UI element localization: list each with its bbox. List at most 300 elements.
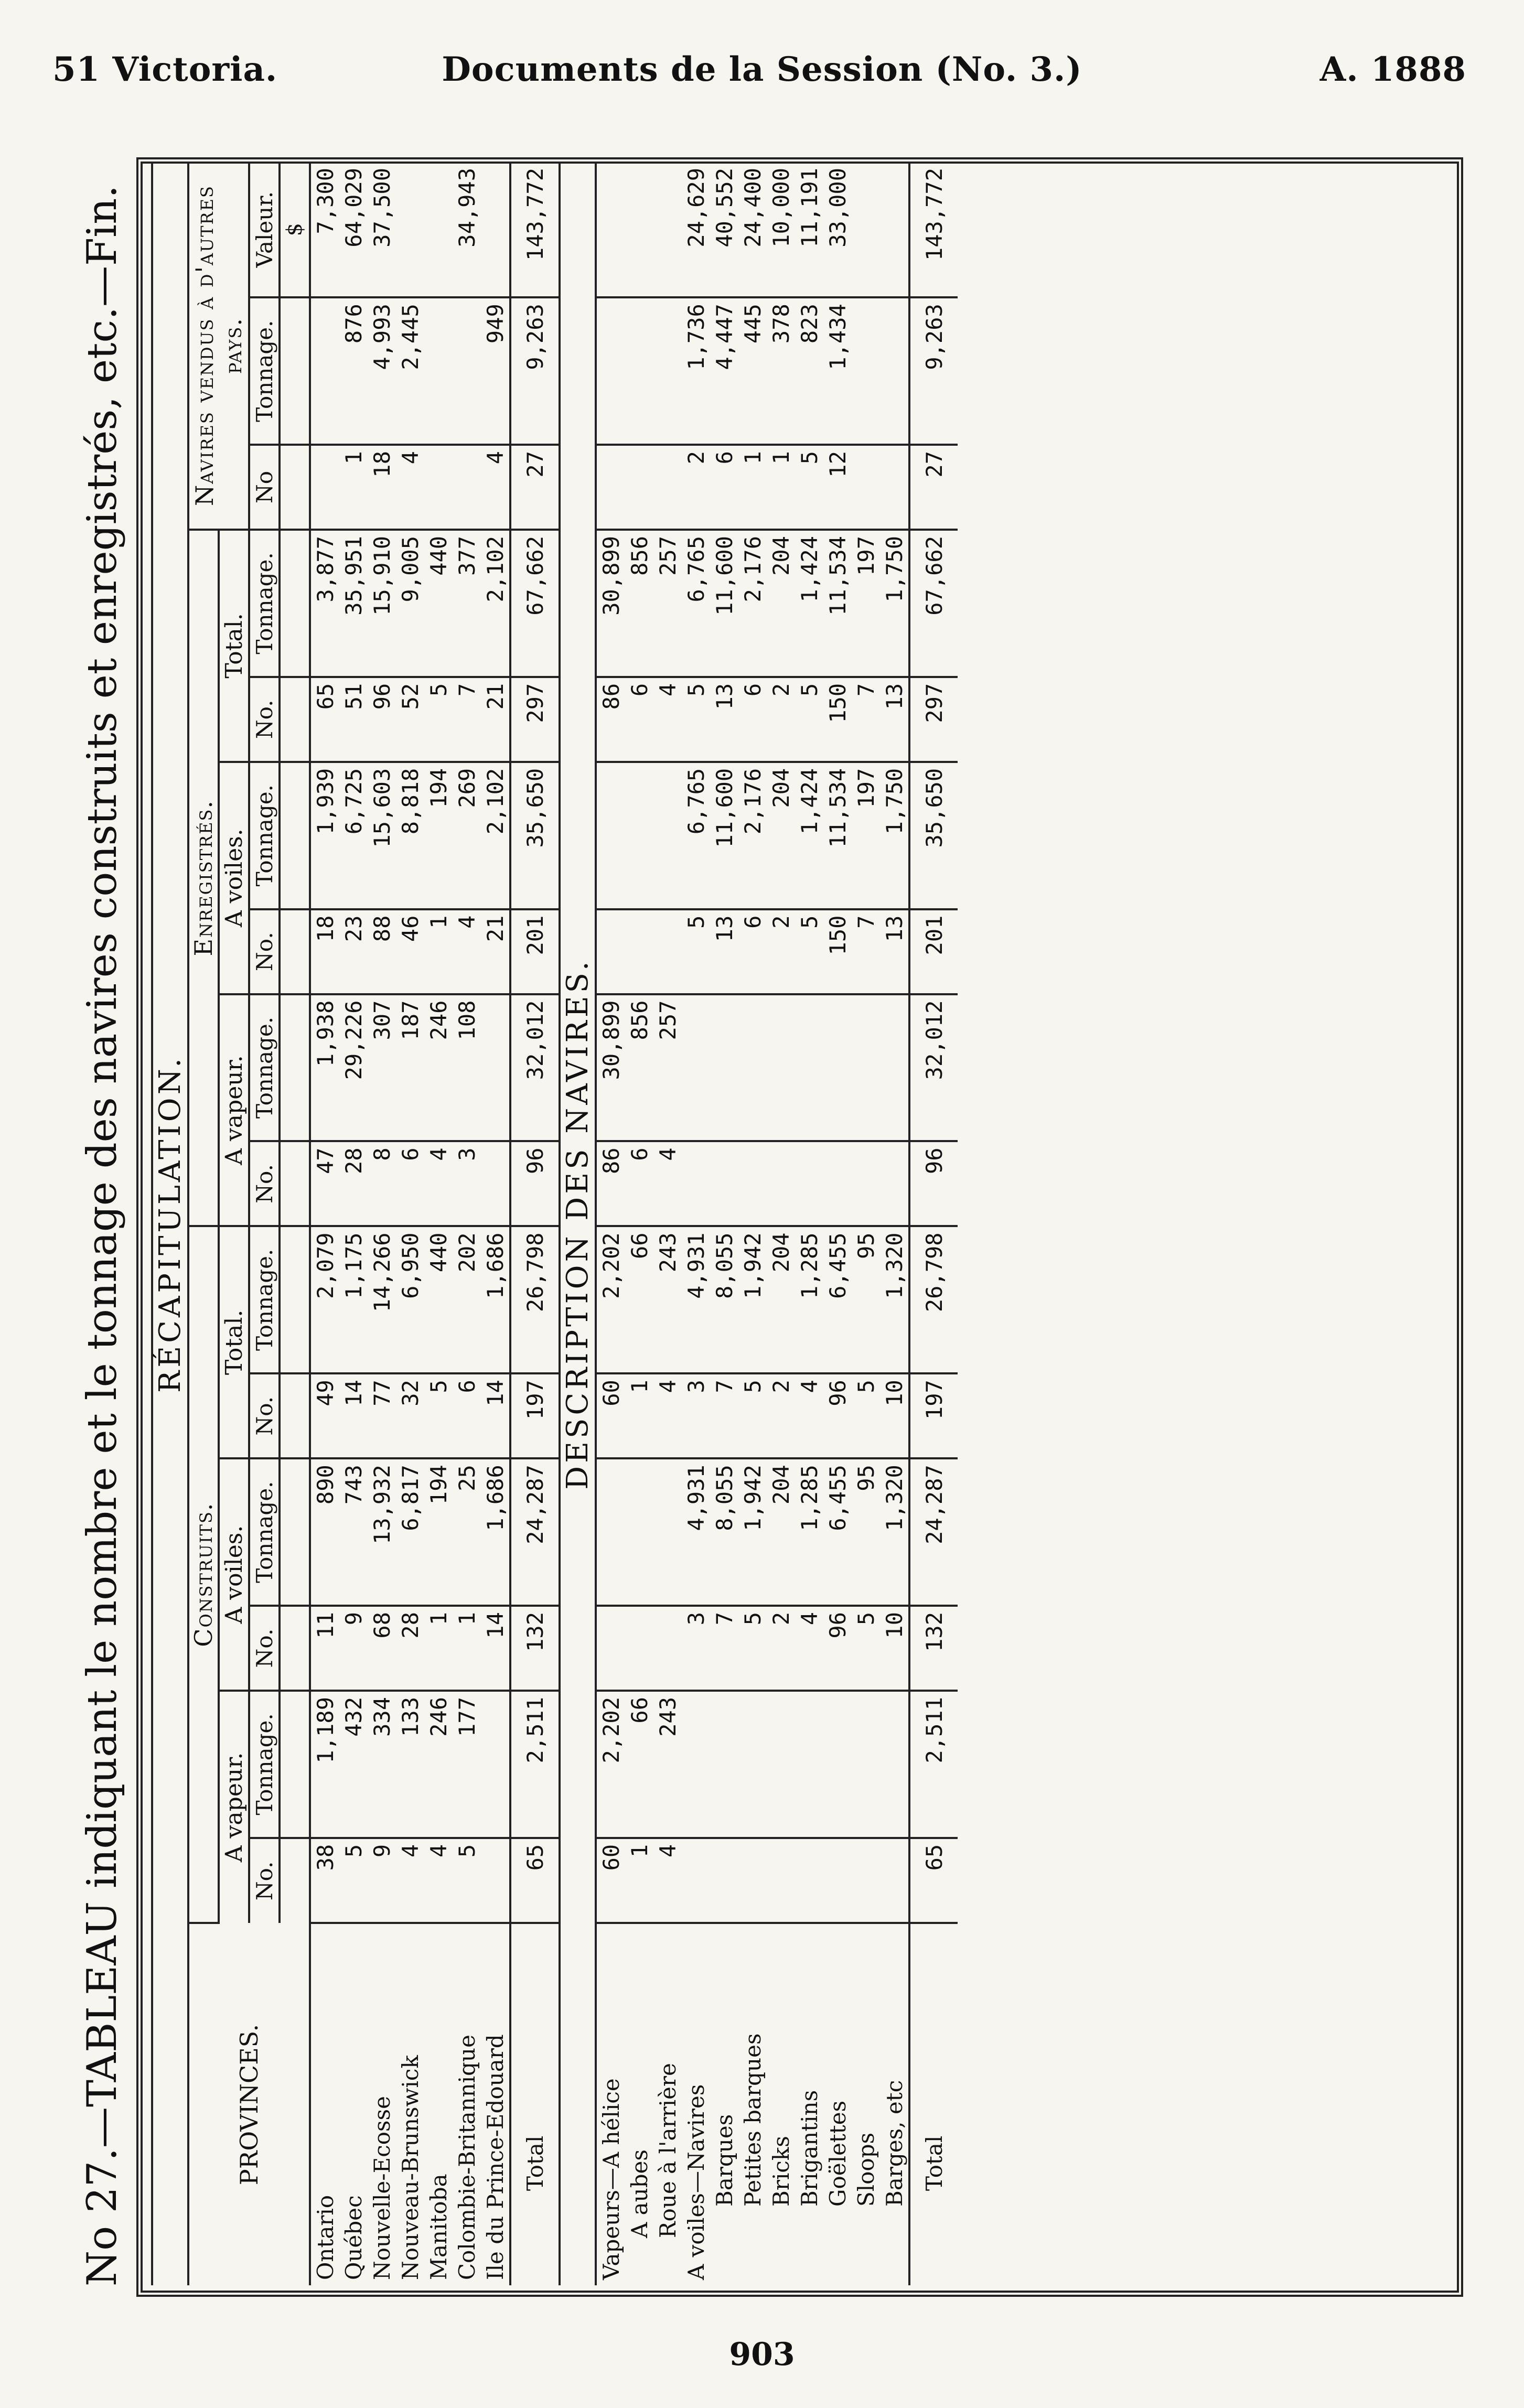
cell-v-val: 34,943 (453, 163, 481, 297)
cell-c-tot-t: 2,079 (310, 1226, 339, 1373)
cell-c-tot-t: 66 (625, 1226, 653, 1373)
cell-e-voi-t: 15,603 (368, 762, 396, 909)
cell-e-tot-t: 11,600 (710, 530, 738, 677)
cell-c-voi-t (596, 1458, 625, 1606)
row-label: Barques (711, 2114, 737, 2207)
cell-v-t: 445 (738, 297, 767, 445)
cell-c-tot-no: 14 (481, 1373, 510, 1458)
cell-v-val: 7,300 (310, 163, 339, 297)
vessel-row (738, 163, 767, 2285)
cell-c-tot-t: 6,455 (823, 1226, 852, 1373)
dollar-sign: $ (280, 163, 310, 297)
cell-e-vap-t (710, 994, 738, 1142)
row-label: Total (909, 1923, 958, 2285)
enregistres-header: Enregistrés. (188, 530, 219, 1226)
cell-e-tot-t: 2,102 (481, 530, 510, 677)
vessel-row (795, 163, 823, 2285)
cell-e-tot-t: 377 (453, 530, 481, 677)
cell-e-tot-t: 67,662 (510, 530, 560, 677)
cell-v-val (653, 163, 682, 297)
col-no: No. (249, 677, 280, 762)
cell-e-tot-t: 197 (852, 530, 880, 677)
cell-e-voi-t: 197 (852, 762, 880, 909)
cell-e-tot-no: 297 (909, 677, 958, 762)
cell-v-no: 27 (510, 445, 560, 530)
row-label: Bricks (768, 2136, 794, 2207)
cell-e-vap-t: 257 (653, 994, 682, 1142)
cell-c-voi-t: 25 (453, 1458, 481, 1606)
cell-c-voi-t: 13,932 (368, 1458, 396, 1606)
cell-e-vap-no: 4 (424, 1141, 453, 1226)
cell-e-tot-t: 6,765 (682, 530, 710, 677)
cell-e-tot-t: 35,951 (339, 530, 368, 677)
cell-c-tot-no: 14 (339, 1373, 368, 1458)
cell-e-tot-no: 5 (682, 677, 710, 762)
cell-v-no (310, 445, 339, 530)
cell-e-vap-t (481, 994, 510, 1142)
vessel-row (852, 163, 880, 2285)
cell-c-voi-no (625, 1606, 653, 1691)
cell-c-voi-t (625, 1458, 653, 1606)
cell-c-vap-no (795, 1838, 823, 1923)
e-vapeur-header: A vapeur. (219, 994, 249, 1227)
cell-e-voi-t (625, 762, 653, 909)
cell-e-voi-t: 2,176 (738, 762, 767, 909)
cell-c-tot-t: 26,798 (510, 1226, 560, 1373)
col-tonnage: Tonnage. (249, 994, 280, 1142)
col-tonnage: Tonnage. (249, 1226, 280, 1373)
cell-e-vap-no: 96 (909, 1141, 958, 1226)
running-head-right: A. 1888 (1319, 50, 1466, 89)
cell-c-vap-t: 66 (625, 1691, 653, 1838)
cell-e-vap-t: 108 (453, 994, 481, 1142)
cell-c-tot-no: 5 (852, 1373, 880, 1458)
cell-e-voi-t (596, 762, 625, 909)
cell-v-no: 27 (909, 445, 958, 530)
cell-c-tot-no: 5 (424, 1373, 453, 1458)
cell-v-t: 9,263 (510, 297, 560, 445)
cell-v-val (852, 163, 880, 297)
cell-v-t (653, 297, 682, 445)
cell-e-vap-t (738, 994, 767, 1142)
row-label: Goëlettes (824, 2100, 851, 2207)
cell-c-voi-t (653, 1458, 682, 1606)
cell-e-voi-t: 204 (767, 762, 795, 909)
cell-e-voi-t: 35,650 (909, 762, 958, 909)
cell-e-tot-t: 257 (653, 530, 682, 677)
cell-c-tot-no: 49 (310, 1373, 339, 1458)
cell-e-vap-t: 30,899 (596, 994, 625, 1142)
cell-e-voi-no: 1 (424, 909, 453, 994)
cell-c-voi-t: 1,942 (738, 1458, 767, 1606)
cell-e-voi-no (653, 909, 682, 994)
cell-c-voi-no: 10 (880, 1606, 909, 1691)
cell-e-vap-no: 4 (653, 1141, 682, 1226)
cell-c-voi-no: 4 (795, 1606, 823, 1691)
cell-c-tot-no: 32 (396, 1373, 424, 1458)
cell-e-voi-t: 8,818 (396, 762, 424, 909)
cell-e-tot-no: 2 (767, 677, 795, 762)
cell-c-vap-t (710, 1691, 738, 1838)
cell-c-tot-t: 1,285 (795, 1226, 823, 1373)
cell-v-no (453, 445, 481, 530)
cell-c-tot-no: 4 (653, 1373, 682, 1458)
cell-e-tot-no: 150 (823, 677, 852, 762)
vessel-row (823, 163, 852, 2285)
header-row-groups (188, 163, 219, 2285)
cell-c-voi-no: 3 (682, 1606, 710, 1691)
cell-c-tot-no: 2 (767, 1373, 795, 1458)
row-label: Petites barques (739, 2033, 766, 2207)
cell-c-vap-no: 5 (453, 1838, 481, 1923)
cell-c-tot-no: 1 (625, 1373, 653, 1458)
cell-e-tot-no: 65 (310, 677, 339, 762)
col-tonnage: Tonnage. (249, 297, 280, 445)
cell-v-t: 9,263 (909, 297, 958, 445)
cell-e-voi-no: 13 (880, 909, 909, 994)
cell-c-voi-t: 6,817 (396, 1458, 424, 1606)
cell-e-voi-t: 6,765 (682, 762, 710, 909)
cell-c-vap-no (880, 1838, 909, 1923)
cell-c-vap-t: 2,202 (596, 1691, 625, 1838)
cell-c-vap-no (710, 1838, 738, 1923)
cell-c-voi-no: 11 (310, 1606, 339, 1691)
cell-c-vap-no: 65 (909, 1838, 958, 1923)
cell-v-no (625, 445, 653, 530)
province-row (481, 163, 510, 2285)
cell-v-t: 823 (795, 297, 823, 445)
cell-c-tot-t: 440 (424, 1226, 453, 1373)
cell-e-vap-t: 1,938 (310, 994, 339, 1142)
province-row (339, 163, 368, 2285)
cell-v-t: 4,447 (710, 297, 738, 445)
cell-v-val: 37,500 (368, 163, 396, 297)
cell-v-t (852, 297, 880, 445)
cell-c-vap-t: 432 (339, 1691, 368, 1838)
cell-e-voi-no: 13 (710, 909, 738, 994)
vessel-row (767, 163, 795, 2285)
cell-v-no: 1 (339, 445, 368, 530)
cell-c-vap-t (738, 1691, 767, 1838)
province-row (424, 163, 453, 2285)
cell-v-t: 4,993 (368, 297, 396, 445)
cell-v-no: 1 (767, 445, 795, 530)
cell-c-vap-t (682, 1691, 710, 1838)
cell-v-val: 64,029 (339, 163, 368, 297)
row-label: Nouvelle-Ecosse (369, 2095, 395, 2280)
vessel-row (625, 163, 653, 2285)
cell-e-tot-t: 3,877 (310, 530, 339, 677)
cell-c-tot-no: 3 (682, 1373, 710, 1458)
cell-c-vap-no (682, 1838, 710, 1923)
row-label: Colombie-Britannique (454, 2035, 480, 2280)
cell-e-tot-t: 1,424 (795, 530, 823, 677)
cell-e-tot-no: 6 (738, 677, 767, 762)
col-no: No. (249, 1838, 280, 1923)
cell-v-val (596, 163, 625, 297)
cell-e-voi-no: 201 (510, 909, 560, 994)
cell-e-tot-no: 96 (368, 677, 396, 762)
c-vapeur-header: A vapeur. (219, 1691, 249, 1923)
cell-c-vap-no: 1 (625, 1838, 653, 1923)
cell-c-voi-no: 1 (453, 1606, 481, 1691)
cell-e-vap-t: 32,012 (909, 994, 958, 1142)
cell-c-tot-no: 60 (596, 1373, 625, 1458)
cell-v-val (481, 163, 510, 297)
cell-e-vap-t (682, 994, 710, 1142)
cell-e-voi-no: 21 (481, 909, 510, 994)
cell-c-tot-t: 202 (453, 1226, 481, 1373)
cell-c-vap-t: 2,511 (510, 1691, 560, 1838)
row-label: A aubes (626, 2149, 652, 2238)
cell-e-vap-no: 28 (339, 1141, 368, 1226)
cell-e-tot-t: 2,176 (738, 530, 767, 677)
cell-v-t: 378 (767, 297, 795, 445)
cell-c-tot-t: 1,942 (738, 1226, 767, 1373)
col-no: No (249, 445, 280, 530)
cell-e-tot-no: 86 (596, 677, 625, 762)
row-label: Barges, etc (881, 2080, 907, 2207)
row-label: A voiles—Navires (683, 2084, 709, 2280)
cell-c-voi-t: 743 (339, 1458, 368, 1606)
cell-e-vap-no: 96 (510, 1141, 560, 1226)
cell-v-no (596, 445, 625, 530)
cell-c-tot-no: 10 (880, 1373, 909, 1458)
cell-e-tot-no: 6 (625, 677, 653, 762)
statistics-table (151, 163, 958, 2285)
cell-c-voi-t: 24,287 (909, 1458, 958, 1606)
cell-c-vap-no: 4 (424, 1838, 453, 1923)
col-no: No. (249, 909, 280, 994)
cell-v-no (424, 445, 453, 530)
cell-v-no: 1 (738, 445, 767, 530)
cell-v-no: 4 (481, 445, 510, 530)
col-tonnage: Tonnage. (249, 762, 280, 909)
cell-c-vap-t: 243 (653, 1691, 682, 1838)
cell-c-voi-t: 4,931 (682, 1458, 710, 1606)
row-label: Nouveau-Brunswick (397, 2055, 423, 2280)
cell-c-voi-no: 28 (396, 1606, 424, 1691)
cell-c-vap-t (880, 1691, 909, 1838)
cell-e-voi-t: 6,725 (339, 762, 368, 909)
cell-e-voi-no: 7 (852, 909, 880, 994)
running-head (0, 50, 1524, 108)
cell-e-vap-no (852, 1141, 880, 1226)
cell-e-tot-no: 13 (880, 677, 909, 762)
cell-e-tot-t: 11,534 (823, 530, 852, 677)
cell-e-vap-t: 32,012 (510, 994, 560, 1142)
description-title: DESCRIPTION DES NAVIRES. (560, 163, 596, 2285)
cell-e-vap-t (880, 994, 909, 1142)
cell-e-voi-t: 11,600 (710, 762, 738, 909)
cell-e-voi-t: 194 (424, 762, 453, 909)
cell-c-tot-no: 6 (453, 1373, 481, 1458)
cell-v-val (880, 163, 909, 297)
provinces-body (310, 163, 560, 2285)
cell-c-tot-t: 1,175 (339, 1226, 368, 1373)
cell-c-vap-no: 38 (310, 1838, 339, 1923)
cell-v-no: 2 (682, 445, 710, 530)
cell-c-tot-t: 95 (852, 1226, 880, 1373)
cell-c-voi-no: 5 (738, 1606, 767, 1691)
col-tonnage: Tonnage. (249, 1458, 280, 1606)
cell-v-t: 876 (339, 297, 368, 445)
row-label: Ontario (312, 2195, 338, 2280)
cell-c-tot-no: 7 (710, 1373, 738, 1458)
cell-v-no: 12 (823, 445, 852, 530)
e-voiles-header: A voiles. (219, 762, 249, 994)
construits-header: Construits. (188, 1226, 219, 1922)
province-row (453, 163, 481, 2285)
cell-v-val (625, 163, 653, 297)
vendus-header: Navires vendus à d'autres pays. (188, 163, 249, 530)
cell-c-voi-t: 1,320 (880, 1458, 909, 1606)
cell-v-val: 143,772 (510, 163, 560, 297)
cell-c-vap-no: 9 (368, 1838, 396, 1923)
row-label: Brigantins (796, 2090, 822, 2207)
cell-c-voi-no: 7 (710, 1606, 738, 1691)
cell-e-voi-t: 269 (453, 762, 481, 909)
cell-e-voi-no: 6 (738, 909, 767, 994)
cell-v-t (424, 297, 453, 445)
cell-e-tot-t: 15,910 (368, 530, 396, 677)
description-title-row (560, 163, 596, 2285)
cell-c-voi-t: 24,287 (510, 1458, 560, 1606)
cell-c-tot-no: 5 (738, 1373, 767, 1458)
col-tonnage: Tonnage. (249, 530, 280, 677)
cell-e-vap-no: 6 (625, 1141, 653, 1226)
cell-e-vap-no (823, 1141, 852, 1226)
cell-c-tot-no: 197 (510, 1373, 560, 1458)
cell-e-voi-no: 88 (368, 909, 396, 994)
cell-e-voi-t: 2,102 (481, 762, 510, 909)
cell-v-val: 11,191 (795, 163, 823, 297)
cell-c-vap-t: 2,511 (909, 1691, 958, 1838)
cell-e-tot-no: 52 (396, 677, 424, 762)
cell-e-vap-t: 246 (424, 994, 453, 1142)
cell-c-tot-t: 6,950 (396, 1226, 424, 1373)
cell-e-tot-t: 856 (625, 530, 653, 677)
recapitulation-title: RÉCAPITULATION. (152, 163, 188, 2285)
cell-e-tot-no: 4 (653, 677, 682, 762)
cell-v-t (310, 297, 339, 445)
description-section (560, 163, 596, 2285)
row-label: Total (510, 1923, 560, 2285)
cell-c-voi-no: 132 (909, 1606, 958, 1691)
vessel-row (880, 163, 909, 2285)
cell-e-tot-t: 9,005 (396, 530, 424, 677)
vessel-row (710, 163, 738, 2285)
cell-e-voi-no: 201 (909, 909, 958, 994)
cell-e-vap-no (767, 1141, 795, 1226)
cell-c-voi-no: 96 (823, 1606, 852, 1691)
vessels-total-row (909, 163, 958, 2285)
cell-c-vap-t (823, 1691, 852, 1838)
provinces-total-row (510, 163, 560, 2285)
cell-v-t: 2,445 (396, 297, 424, 445)
recapitulation-title-row (152, 163, 188, 2285)
cell-e-voi-no: 23 (339, 909, 368, 994)
cell-c-tot-t: 1,686 (481, 1226, 510, 1373)
cell-e-vap-no: 86 (596, 1141, 625, 1226)
cell-v-val: 40,552 (710, 163, 738, 297)
cell-c-voi-no (596, 1606, 625, 1691)
c-voiles-header: A voiles. (219, 1458, 249, 1691)
cell-c-vap-no: 4 (396, 1838, 424, 1923)
cell-c-tot-t: 2,202 (596, 1226, 625, 1373)
cell-e-voi-t: 11,534 (823, 762, 852, 909)
cell-v-val: 33,000 (823, 163, 852, 297)
cell-v-t (880, 297, 909, 445)
cell-v-t: 949 (481, 297, 510, 445)
cell-v-no: 4 (396, 445, 424, 530)
province-row (396, 163, 424, 2285)
cell-c-vap-no (767, 1838, 795, 1923)
vessel-row (682, 163, 710, 2285)
cell-e-voi-no (596, 909, 625, 994)
row-label: Roue à l'arrière (654, 2063, 681, 2238)
vessel-row (596, 163, 625, 2285)
cell-e-tot-no: 21 (481, 677, 510, 762)
cell-c-voi-t: 194 (424, 1458, 453, 1606)
cell-c-tot-t: 14,266 (368, 1226, 396, 1373)
cell-c-vap-no: 4 (653, 1838, 682, 1923)
cell-c-vap-no: 60 (596, 1838, 625, 1923)
cell-c-voi-t: 890 (310, 1458, 339, 1606)
vessels-body (596, 163, 958, 2285)
cell-v-no (880, 445, 909, 530)
cell-e-tot-no: 297 (510, 677, 560, 762)
cell-e-tot-t: 1,750 (880, 530, 909, 677)
col-tonnage: Tonnage. (249, 1691, 280, 1838)
cell-v-val: 24,400 (738, 163, 767, 297)
cell-e-vap-no (738, 1141, 767, 1226)
cell-e-voi-no: 46 (396, 909, 424, 994)
cell-e-vap-t: 307 (368, 994, 396, 1142)
cell-c-tot-no: 4 (795, 1373, 823, 1458)
cell-e-vap-t: 29,226 (339, 994, 368, 1142)
cell-e-vap-no (682, 1141, 710, 1226)
cell-v-val: 10,000 (767, 163, 795, 297)
row-label: Vapeurs—A hélice (598, 2078, 624, 2280)
cell-c-vap-t: 1,189 (310, 1691, 339, 1838)
cell-c-voi-t: 95 (852, 1458, 880, 1606)
cell-v-no: 5 (795, 445, 823, 530)
cell-c-voi-no: 2 (767, 1606, 795, 1691)
cell-c-vap-t: 133 (396, 1691, 424, 1838)
cell-c-voi-no: 132 (510, 1606, 560, 1691)
cell-v-t: 1,736 (682, 297, 710, 445)
province-row (368, 163, 396, 2285)
cell-e-vap-t (795, 994, 823, 1142)
cell-c-voi-no: 1 (424, 1606, 453, 1691)
cell-c-voi-t: 6,455 (823, 1458, 852, 1606)
c-total-header: Total. (219, 1226, 249, 1458)
cell-c-tot-t: 1,320 (880, 1226, 909, 1373)
cell-e-vap-t (823, 994, 852, 1142)
cell-e-voi-t (653, 762, 682, 909)
cell-c-tot-t: 26,798 (909, 1226, 958, 1373)
cell-c-voi-no (653, 1606, 682, 1691)
vessel-row (653, 163, 682, 2285)
row-label: Québec (340, 2195, 367, 2280)
rotated-table-sheet (73, 157, 1468, 2297)
cell-v-no (852, 445, 880, 530)
cell-c-tot-no: 96 (823, 1373, 852, 1458)
cell-c-voi-no: 68 (368, 1606, 396, 1691)
running-head-left: 51 Victoria. (52, 50, 278, 89)
cell-e-vap-no (795, 1141, 823, 1226)
